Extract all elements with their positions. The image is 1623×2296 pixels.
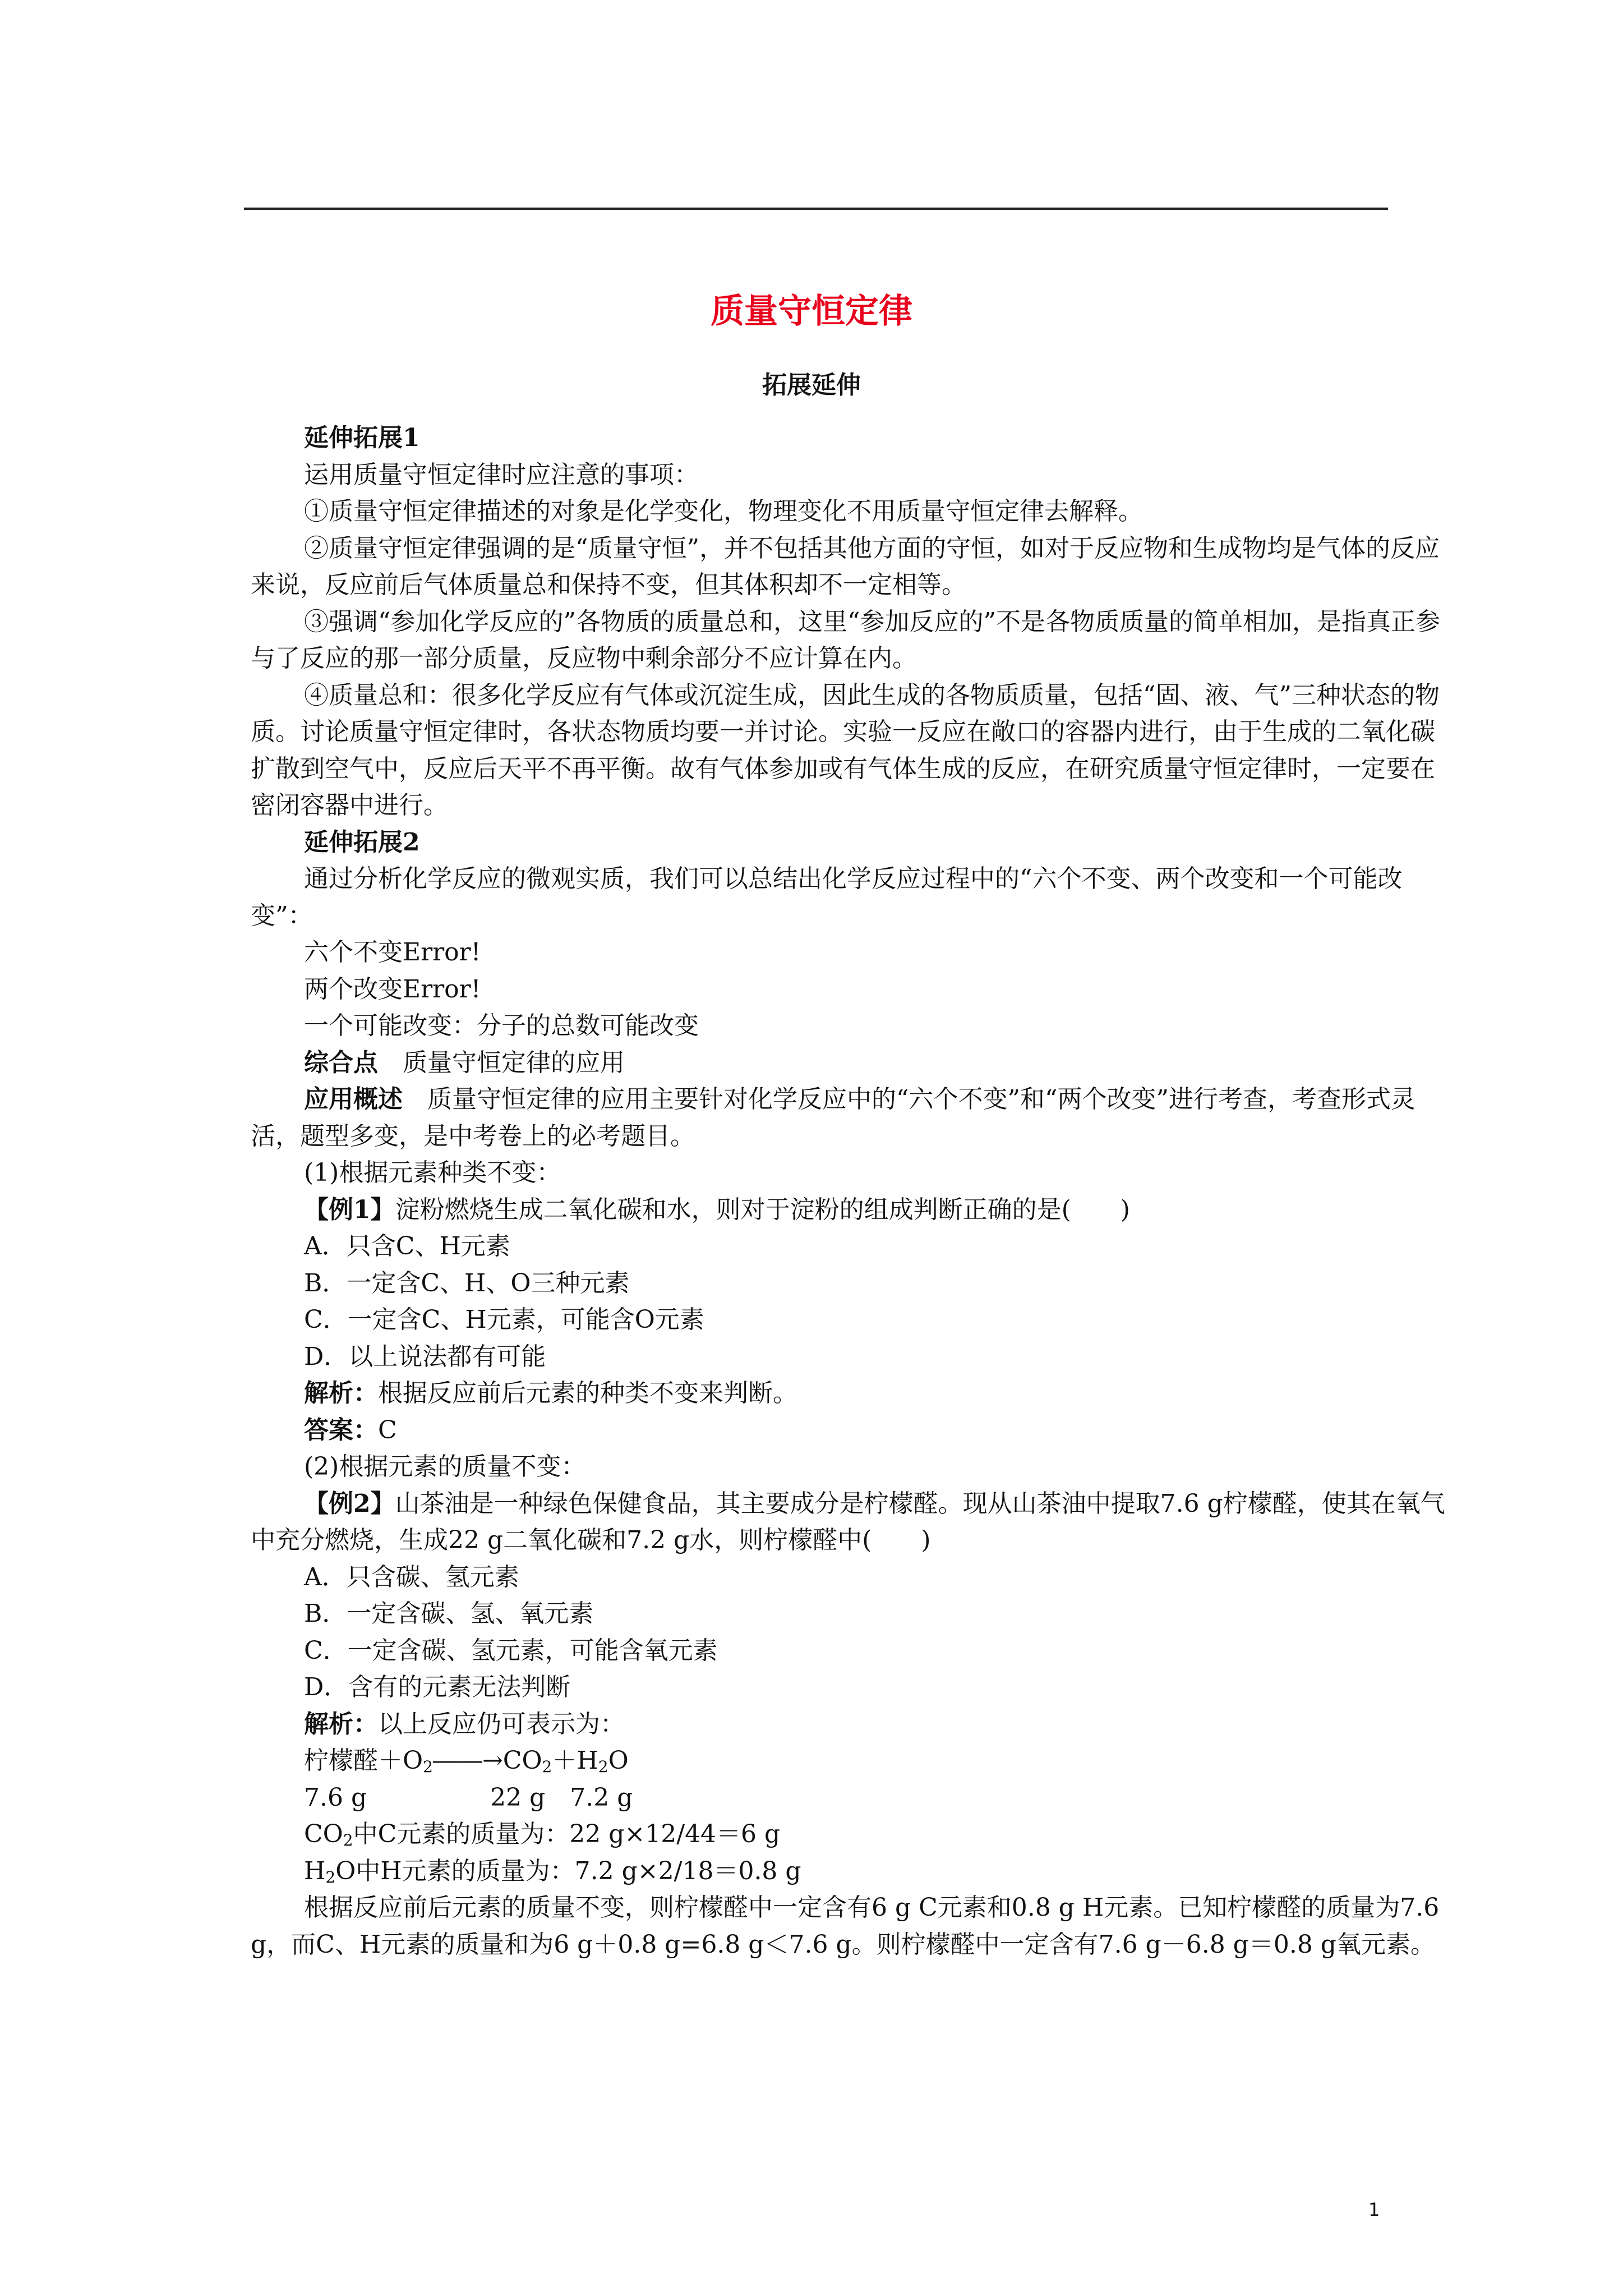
overview-line [251, 1081, 1445, 1154]
ex2-option-a: A．只含碳、氢元素 [304, 1562, 519, 1591]
ex2-c-calc [251, 1816, 1445, 1853]
ext2-two: 两个改变Error! [304, 974, 481, 1004]
ex2-question [251, 1485, 1445, 1559]
page-subtitle: 拓展延伸 [762, 371, 861, 399]
ext1-intro: 运用质量守恒定律时应注意的事项： [304, 460, 699, 489]
ext1-point-4: ④质量总和：很多化学反应有气体或沉淀生成，因此生成的各物质质量，包括“固、液、气”三种状态的物质。讨论质量守恒定律时，各状态物质均要一并讨论。实验一反应在敞口的容器内进行，由于生成的二氧化碳扩散到空气中，反应后天平不再平衡。故有气体参加或有气体生成的反应，在研究质量守恒定律时，一定要在密闭容器中进行。 [251, 680, 1440, 820]
h-calc-text: 中H元素的质量为：7.2 g×2/18＝0.8 g [356, 1856, 801, 1885]
ex1-tag: 【例1】 [304, 1195, 395, 1224]
ext2-one: 一个可能改变：分子的总数可能改变 [304, 1011, 699, 1040]
ex1-analysis-text: 根据反应前后元素的种类不变来判断。 [378, 1379, 797, 1407]
eq-reactant: 柠檬醛＋O [304, 1746, 423, 1775]
ex2-option-b: B．一定含碳、氢、氧元素 [304, 1599, 594, 1628]
ex2-q: 山茶油是一种绿色保健食品，其主要成分是柠檬醛。现从山茶油中提取7.6 g柠檬醛，使其在氧气中充分燃烧，生成22 g二氧化碳和7.2 g水，则柠檬醛中( ) [251, 1489, 1445, 1554]
eq-sub: 2 [542, 1757, 552, 1776]
section-2: (2)根据元素的质量不变： [304, 1452, 586, 1481]
ex1-question [251, 1191, 1445, 1228]
ex2-option-d: D．含有的元素无法判断 [304, 1673, 571, 1701]
co2-sub: 2 [343, 1831, 353, 1849]
overview-label: 应用概述 [304, 1085, 403, 1114]
eq-plus-h: ＋H [552, 1746, 598, 1775]
ex2-analysis-label: 解析： [304, 1709, 378, 1738]
point-label: 综合点 [304, 1048, 378, 1077]
ex2-conclusion: 根据反应前后元素的质量不变，则柠檬醛中一定含有6 g C元素和0.8 g H元素。已知柠檬醛的质量为7.6 g，而C、H元素的质量和为6 g＋0.8 g=6.8 g＜7.6 g。则柠檬醛中一定含有7.6 g－6.8 g＝0.8 g氧元素。 [251, 1893, 1440, 1959]
eq-o: O [608, 1746, 629, 1775]
section-1: (1)根据元素种类不变： [304, 1158, 561, 1187]
page-number: 1 [1368, 2199, 1380, 2220]
ex1-option-c: C．一定含C、H元素，可能含O元素 [304, 1305, 704, 1334]
page-title: 质量守恒定律 [711, 292, 912, 331]
ex1-option-d: D．以上说法都有可能 [304, 1342, 546, 1371]
ex1-answer-label: 答案： [304, 1415, 378, 1444]
header-rule [244, 208, 1388, 210]
point-line [251, 1045, 1445, 1082]
ex1-analysis [251, 1375, 1445, 1412]
ex1-option-a: A．只含C、H元素 [304, 1232, 510, 1260]
c-calc-text: 中C元素的质量为：22 g×12/44＝6 g [353, 1820, 781, 1848]
ex2-analysis-text: 以上反应仍可表示为： [378, 1709, 625, 1738]
ex1-q: 淀粉燃烧生成二氧化碳和水，则对于淀粉的组成判断正确的是( ) [395, 1195, 1130, 1224]
ext1-heading: 延伸拓展1 [304, 424, 420, 452]
ext2-intro: 通过分析化学反应的微观实质，我们可以总结出化学反应过程中的“六个不变、两个改变和一个可能改变”： [251, 864, 1403, 930]
h2o-sub: 2 [325, 1867, 336, 1887]
ex1-answer-text: C [378, 1415, 397, 1444]
ext1-point-3: ③强调“参加化学反应的”各物质的质量总和，这里“参加反应的”不是各物质质量的简单相加，是指真正参与了反应的那一部分质量，反应物中剩余部分不应计算在内。 [251, 607, 1440, 673]
eq-co2: CO [502, 1746, 542, 1775]
ex1-option-b: B．一定含C、H、O三种元素 [304, 1268, 630, 1297]
eq-sub: 2 [423, 1757, 433, 1776]
ex2-tag: 【例2】 [304, 1489, 395, 1518]
ext1-point-2: ②质量守恒定律强调的是“质量守恒”，并不包括其他方面的守恒，如对于反应物和生成物均是气体的反应来说，反应前后气体质量总和保持不变，但其体积却不一定相等。 [251, 533, 1440, 599]
ex1-answer [251, 1412, 1445, 1449]
h2o-o: O [335, 1856, 356, 1885]
point-text: 质量守恒定律的应用 [378, 1048, 625, 1077]
co2-label: CO [304, 1820, 343, 1848]
overview-text: 质量守恒定律的应用主要针对化学反应中的“六个不变”和“两个改变”进行考查，考查形式灵活，题型多变，是中考卷上的必考题目。 [251, 1085, 1415, 1151]
ex2-equation [251, 1742, 1445, 1779]
ex2-h-calc [251, 1853, 1445, 1890]
ext2-six: 六个不变Error! [304, 938, 481, 967]
ex2-option-c: C．一定含碳、氢元素，可能含氧元素 [304, 1636, 718, 1665]
eq-sub: 2 [598, 1757, 608, 1776]
ext2-heading: 延伸拓展2 [304, 827, 420, 857]
ex2-masses: 7.6 g 22 g 7.2 g [304, 1783, 633, 1812]
document-body [251, 420, 1445, 1963]
ext1-point-1: ①质量守恒定律描述的对象是化学变化，物理变化不用质量守恒定律去解释。 [304, 497, 1143, 526]
h2o-h: H [304, 1856, 326, 1885]
ex2-analysis [251, 1706, 1445, 1743]
ex1-analysis-label: 解析： [304, 1379, 378, 1407]
eq-arrow: ――→ [432, 1746, 503, 1775]
